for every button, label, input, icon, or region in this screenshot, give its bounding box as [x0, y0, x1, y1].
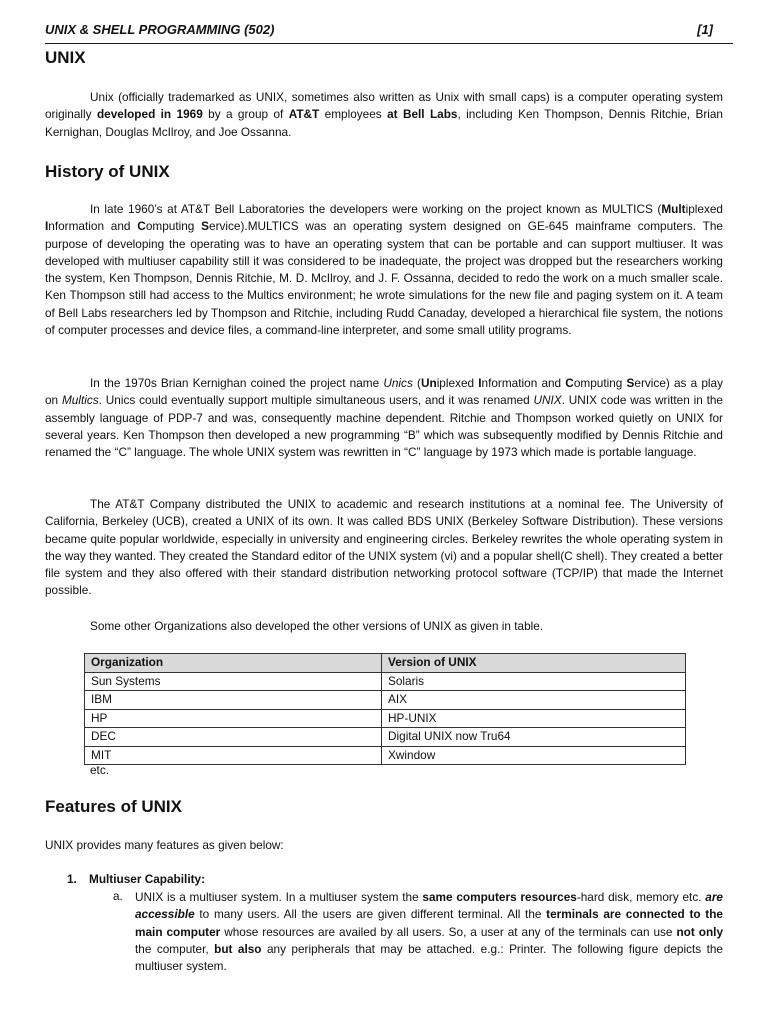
column-header-version: Version of UNIX	[382, 654, 686, 673]
table-row	[85, 746, 686, 765]
cell-version: Solaris	[382, 672, 686, 691]
history-paragraph-2: In the 1970s Brian Kernighan coined the project name Unics (Uniplexed Information and Computing Service) as a play on Multics. Unics could eventually support multiple simultaneous users, and it was renamed UNIX. UNIX code was written in the assembly language of PDP-7 and was, consequently machine dependent. Ritchie and Thompson worked quietly on UNIX for several years. Ken Thompson then developed a new programming “B” which was subsequently modified by Dennis Ritchie and renamed the “C” language. The whole UNIX system was rewritten in “C” language by 1973 which made is portable language.	[45, 376, 723, 460]
table-header-row	[85, 654, 686, 673]
list-item	[67, 872, 205, 886]
sublist-marker: a.	[113, 889, 123, 903]
course-title: UNIX & SHELL PROGRAMMING (502)	[45, 22, 275, 37]
cell-version: Xwindow	[382, 746, 686, 765]
cell-organization: DEC	[85, 728, 382, 747]
header-rule	[45, 43, 733, 44]
table-etc-note: etc.	[90, 763, 110, 777]
list-item-title: Multiuser Capability:	[89, 872, 206, 886]
cell-organization: Sun Systems	[85, 672, 382, 691]
cell-version: HP-UNIX	[382, 709, 686, 728]
history-paragraph-4: Some other Organizations also developed the other versions of UNIX as given in table.	[90, 619, 544, 633]
history-paragraph-1: In late 1960’s at AT&T Bell Laboratories the developers were working on the project known as MULTICS (Multiplexed Information and Computing Service).MULTICS was an operating system designed on GE-645 mainframe computers. The purpose of developing the operating was to have an operating system that can be portable and can support multiuser. It was developed with multiuser capability still it was considered to be inadequate, the project was dropped but the researchers working the system, Ken Thompson, Dennis Ritchie, M. D. McIlroy, and J. F. Ossanna, decided to redo the work on a much smaller scale. Ken Thompson still had access to the Multics environment; he wrote simulations for the new file and paging system on it. A team of Bell Labs researchers led by Thompson and Ritchie, including Rudd Canaday, developed a hierarchical file system, the notions of computer processes and device files, a command-line interpreter, and some small utility programs.	[45, 202, 723, 338]
features-intro: UNIX provides many features as given below:	[45, 838, 284, 852]
page-number: [1]	[697, 22, 713, 37]
cell-organization: MIT	[85, 746, 382, 765]
history-heading: History of UNIX	[45, 162, 170, 181]
table-row	[85, 691, 686, 710]
history-paragraph-3: The AT&T Company distributed the UNIX to academic and research institutions at a nominal fee. The University of California, Berkeley (UCB), created a UNIX of its own. It was called BDS UNIX (Berkeley Software Distribution). These versions became quite popular worldwide, especially in university and engineering circles. Berkeley rewrites the whole operating system in the way they wanted. They created the Standard editor of the UNIX system (vi) and a popular shell(C shell). They created a better file system and they also offered with their standard distribution networking protocol software (TCP/IP) that made the Internet possible.	[45, 497, 723, 598]
sublist-item-text: UNIX is a multiuser system. In a multiuser system the same computers resources-hard disk, memory etc. are accessible to many users. All the users are given different terminal. All the terminals are connected to the main computer whose resources are availed by all users. So, a user at any of the terminals can use not only the computer, but also any peripherals that may be attached. e.g.: Printer. The following figure depicts the multiuser system.	[135, 890, 724, 974]
column-header-organization: Organization	[85, 654, 382, 673]
cell-version: AIX	[382, 691, 686, 710]
table-row	[85, 709, 686, 728]
cell-organization: IBM	[85, 691, 382, 710]
cell-version: Digital UNIX now Tru64	[382, 728, 686, 747]
page-header	[45, 20, 713, 42]
cell-organization: HP	[85, 709, 382, 728]
page-title: UNIX	[45, 48, 86, 67]
intro-paragraph: Unix (officially trademarked as UNIX, sometimes also written as Unix with small caps) is a computer operating system originally developed in 1969 by a group of AT&T employees at Bell Labs, including Ken Thompson, Dennis Ritchie, Brian Kernighan, Douglas McIlroy, and Joe Ossanna.	[45, 90, 723, 139]
list-number: 1.	[67, 872, 77, 886]
features-heading: Features of UNIX	[45, 797, 182, 816]
table-row	[85, 728, 686, 747]
table-row	[85, 672, 686, 691]
unix-versions-table	[84, 653, 686, 765]
